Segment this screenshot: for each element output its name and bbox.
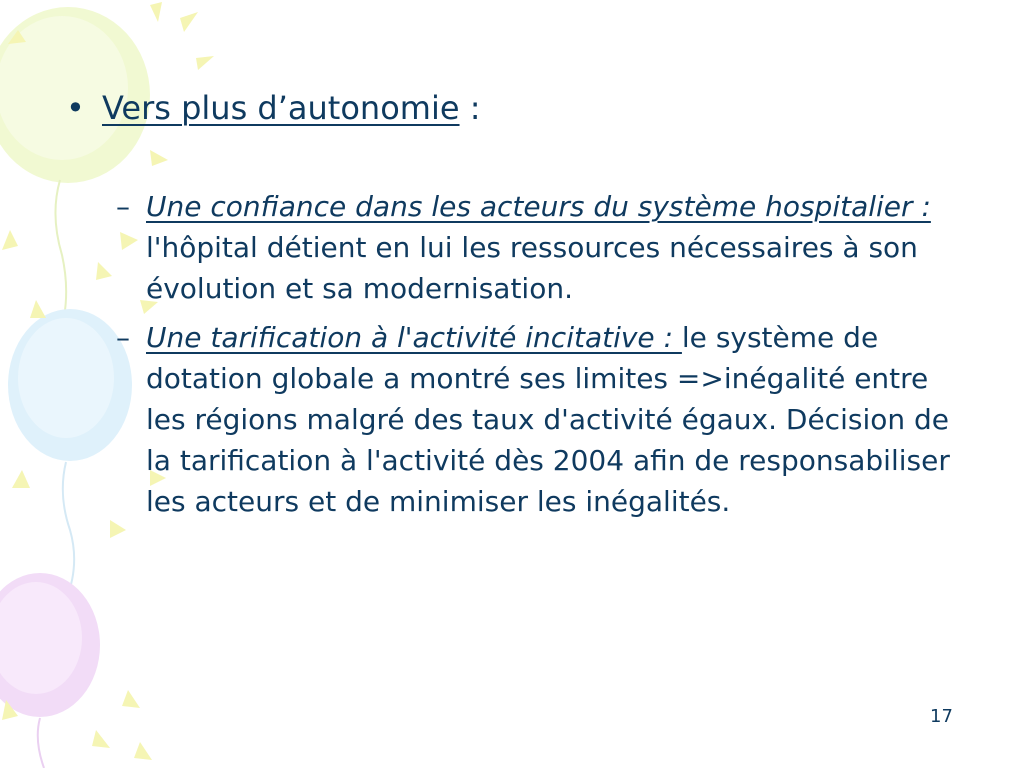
confiance-body: l'hôpital détient en lui les ressources nécessaires à son évolution et sa modernisation. xyxy=(146,231,918,305)
tarification-body: le système de dotation globale a montré ses limites =>inégalité entre les régions malgré des taux d'activité égaux. Décision de la tarification à l'activité dès 2004 afin de responsabiliser les acteurs et de minimiser les inégalités. xyxy=(146,321,950,518)
page-number: 17 xyxy=(930,706,953,727)
autonomy-suffix: : xyxy=(459,89,481,127)
dash-marker: – xyxy=(116,190,130,223)
bullet-marker: • xyxy=(66,89,85,127)
dash-marker: – xyxy=(116,321,130,354)
sub-item-tarification xyxy=(66,317,966,522)
confiance-heading-link[interactable]: Une confiance dans les acteurs du système hospitalier : xyxy=(146,190,931,223)
bullet-autonomy xyxy=(66,86,966,130)
tarification-heading-link[interactable]: Une tarification à l'activité incitative : xyxy=(146,321,682,354)
slide-body xyxy=(66,86,966,530)
sub-item-confiance xyxy=(66,186,966,309)
pink-balloon-icon xyxy=(0,573,100,768)
autonomy-link[interactable]: Vers plus d’autonomie xyxy=(102,89,460,127)
